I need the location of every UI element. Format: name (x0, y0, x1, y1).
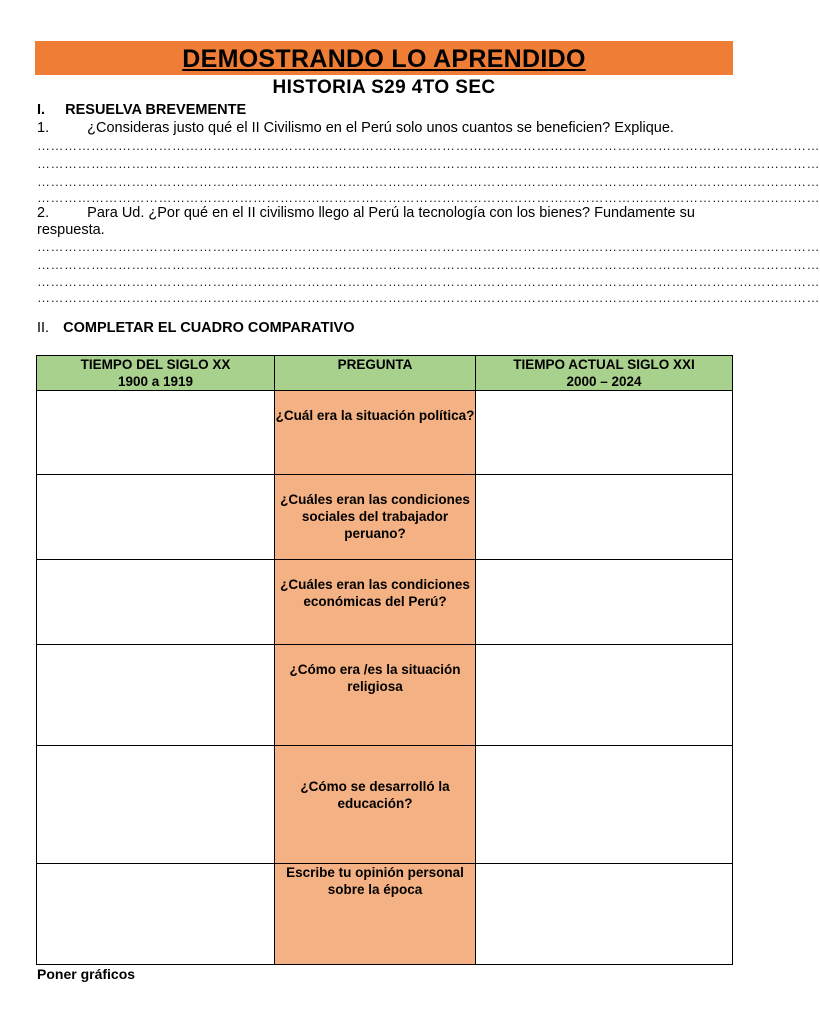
table-row (37, 645, 733, 746)
header-siglo-xxi (476, 356, 733, 391)
header-siglo-xxi-title: TIEMPO ACTUAL SIGLO XXI (513, 357, 695, 372)
section2-heading (37, 320, 355, 336)
comparison-table (36, 355, 733, 965)
section1-title: RESUELVA BREVEMENTE (65, 102, 247, 118)
answer-line[interactable]: ………………………………………………………………………………………………………………………………………………………… (37, 190, 820, 205)
question-cell: ¿Cuál era la situación política? (275, 391, 476, 475)
answer-line[interactable]: ………………………………………………………………………………………………………………………………………………………… (37, 138, 820, 153)
question-2-text: Para Ud. ¿Por qué en el II civilismo llego al Perú la tecnología con los bienes? Fundamente su (87, 205, 695, 221)
answer-line[interactable]: ………………………………………………………………………………………………………………………………………………………… (37, 290, 820, 305)
answer-cell-siglo-xxi[interactable] (476, 645, 733, 746)
section1-number: I. (37, 102, 46, 118)
table-header-row (37, 356, 733, 391)
table-row (37, 391, 733, 475)
table-row (37, 560, 733, 645)
answer-line[interactable]: ………………………………………………………………………………………………………………………………………………………… (37, 156, 820, 171)
header-siglo-xx-title: TIEMPO DEL SIGLO XX (80, 357, 231, 372)
answer-cell-siglo-xxi[interactable] (476, 560, 733, 645)
question-cell: ¿Cuáles eran las condiciones económicas del Perú? (275, 560, 476, 645)
answer-cell-siglo-xx[interactable] (37, 864, 275, 965)
question-cell: ¿Cuáles eran las condiciones sociales del trabajador peruano? (275, 475, 476, 560)
answer-cell-siglo-xx[interactable] (37, 560, 275, 645)
title-banner (35, 41, 733, 75)
header-siglo-xx (37, 356, 275, 391)
question-cell: ¿Cómo era /es la situación religiosa (275, 645, 476, 746)
section2-title: COMPLETAR EL CUADRO COMPARATIVO (63, 320, 355, 336)
answer-cell-siglo-xxi[interactable] (476, 475, 733, 560)
header-siglo-xxi-years: 2000 – 2024 (566, 374, 642, 389)
answer-cell-siglo-xxi[interactable] (476, 746, 733, 864)
question-2 (37, 205, 695, 221)
header-pregunta-label: PREGUNTA (337, 357, 413, 372)
answer-cell-siglo-xx[interactable] (37, 475, 275, 560)
answer-cell-siglo-xx[interactable] (37, 746, 275, 864)
question-2-continuation: respuesta. (37, 222, 105, 238)
answer-cell-siglo-xx[interactable] (37, 391, 275, 475)
page-subtitle: HISTORIA S29 4TO SEC (272, 77, 496, 98)
table-row (37, 746, 733, 864)
footer-note: Poner gráficos (37, 966, 136, 982)
answer-line[interactable]: ………………………………………………………………………………………………………………………………………………………… (37, 174, 820, 189)
answer-line[interactable]: ………………………………………………………………………………………………………………………………………………………… (37, 274, 820, 289)
page-title: DEMOSTRANDO LO APRENDIDO (182, 45, 586, 73)
section2-number: II. (37, 320, 50, 336)
header-siglo-xx-years: 1900 a 1919 (117, 374, 194, 389)
answer-cell-siglo-xx[interactable] (37, 645, 275, 746)
table-row (37, 864, 733, 965)
question-1-number: 1. (37, 120, 50, 136)
question-cell: Escribe tu opinión personal sobre la época (275, 864, 476, 965)
question-1 (37, 120, 674, 136)
answer-line[interactable]: ………………………………………………………………………………………………………………………………………………………… (37, 239, 820, 254)
table-row (37, 475, 733, 560)
answer-cell-siglo-xxi[interactable] (476, 391, 733, 475)
answer-cell-siglo-xxi[interactable] (476, 864, 733, 965)
answer-line[interactable]: ………………………………………………………………………………………………………………………………………………………… (37, 257, 820, 272)
question-2-number: 2. (37, 205, 50, 221)
section1-heading (37, 102, 246, 118)
header-pregunta (275, 356, 476, 391)
question-1-text: ¿Consideras justo qué el II Civilismo en el Perú solo unos cuantos se beneficien? Explique. (87, 120, 674, 136)
question-cell: ¿Cómo se desarrolló la educación? (275, 746, 476, 864)
